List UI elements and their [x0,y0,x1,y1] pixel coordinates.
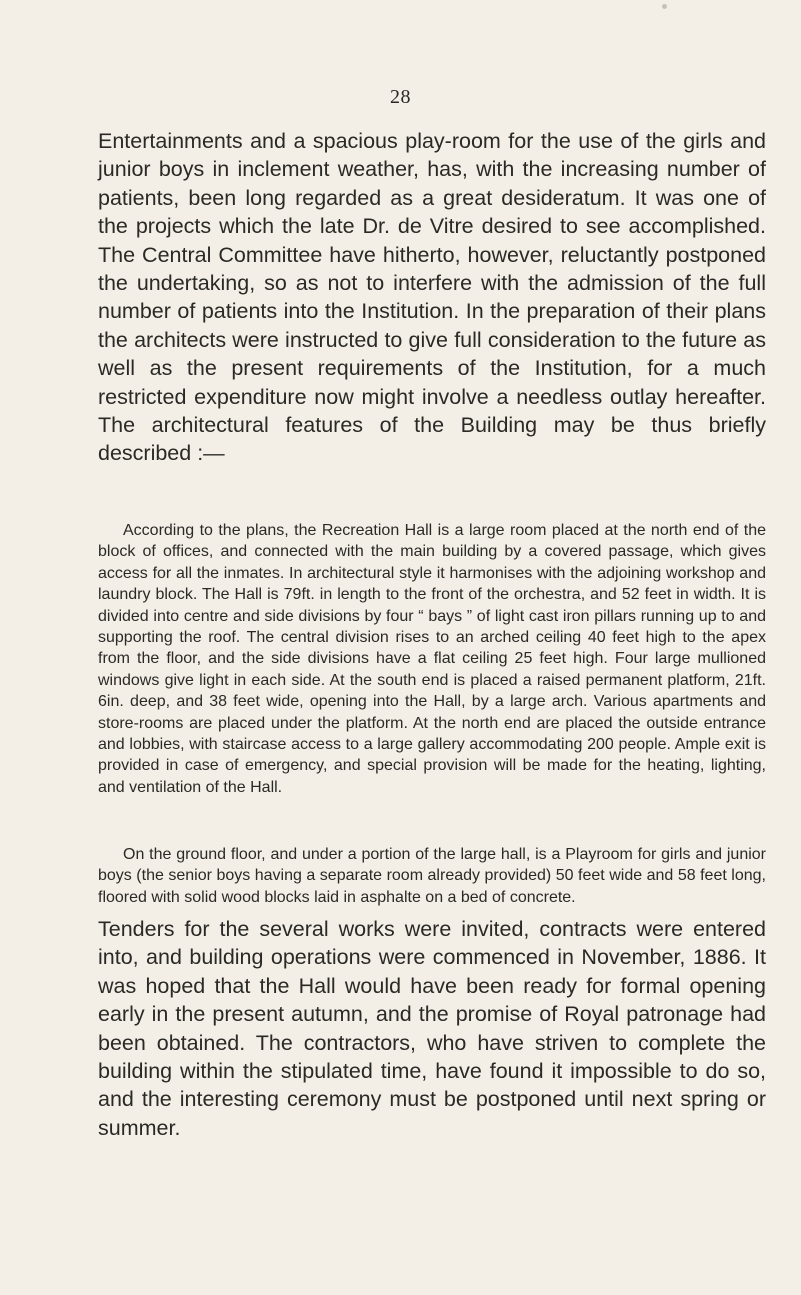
paragraph-recreation-hall-description: According to the plans, the Recreation Hall is a large room placed at the north end of the block of offices, and connected with the main building by a covered passage, which gives access for all the inmates. In architectural style it harmonises with the adjoining workshop and laundry block. The Hall is 79ft. in length to the front of the orchestra, and 52 feet in width. It is divided into centre and side divisions by four “ bays ” of light cast iron pillars running up to and supporting the roof. The central division rises to an arched ceiling 40 feet high to the apex from the floor, and the side divisions have a flat ceiling 25 feet high. Four large mullioned windows give light in each side. At the south end is placed a raised permanent platform, 21ft. 6in. deep, and 38 feet wide, opening into the Hall, by a large arch. Various apartments and store-rooms are placed under the platform. At the north end are placed the outside entrance and lobbies, with staircase access to a large gallery accommodating 200 people. Ample exit is provided in case of emergency, and special provision will be made for the heating, lighting, and ventilation of the Hall. [98,522,766,796]
paragraph-playroom-description: On the ground floor, and under a portion of the large hall, is a Playroom for girls and junior boys (the senior boys having a separate room already provided) 50 feet wide and 58 feet long, floored with solid wood blocks laid in asphalte on a bed of concrete. [98,846,766,906]
paragraph-tenders: Tenders for the several works were invited, contracts were entered into, and building operations were commenced in November, 1886. It was hoped that the Hall would have been ready for formal opening early in the present autumn, and the promise of Royal patronage had been obtained. The contractors, who have striven to complete the building within the stipulated time, have found it impossible to do so, and the interesting ceremony must be postponed until next spring or summer. [98,917,766,1140]
paragraph-intro: Entertainments and a spacious play-room for the use of the girls and junior boys in inclement weather, has, with the increasing number of patients, been long regarded as a great desideratum. It was one of the projects which the late Dr. de Vitre desired to see accomplished. The Central Committee have hitherto, however, reluctantly postponed the undertaking, so as not to interfere with the admission of the full number of patients into the Institution. In the preparation of their plans the architects were instructed to give full consideration to the future as well as the present requirements of the Institution, for a much restricted expenditure now might involve a needless outlay hereafter. The architectural features of the Building may be thus briefly described :— [98,129,766,466]
page-number: 28 [390,86,411,108]
page-blemish-dot [662,4,667,9]
